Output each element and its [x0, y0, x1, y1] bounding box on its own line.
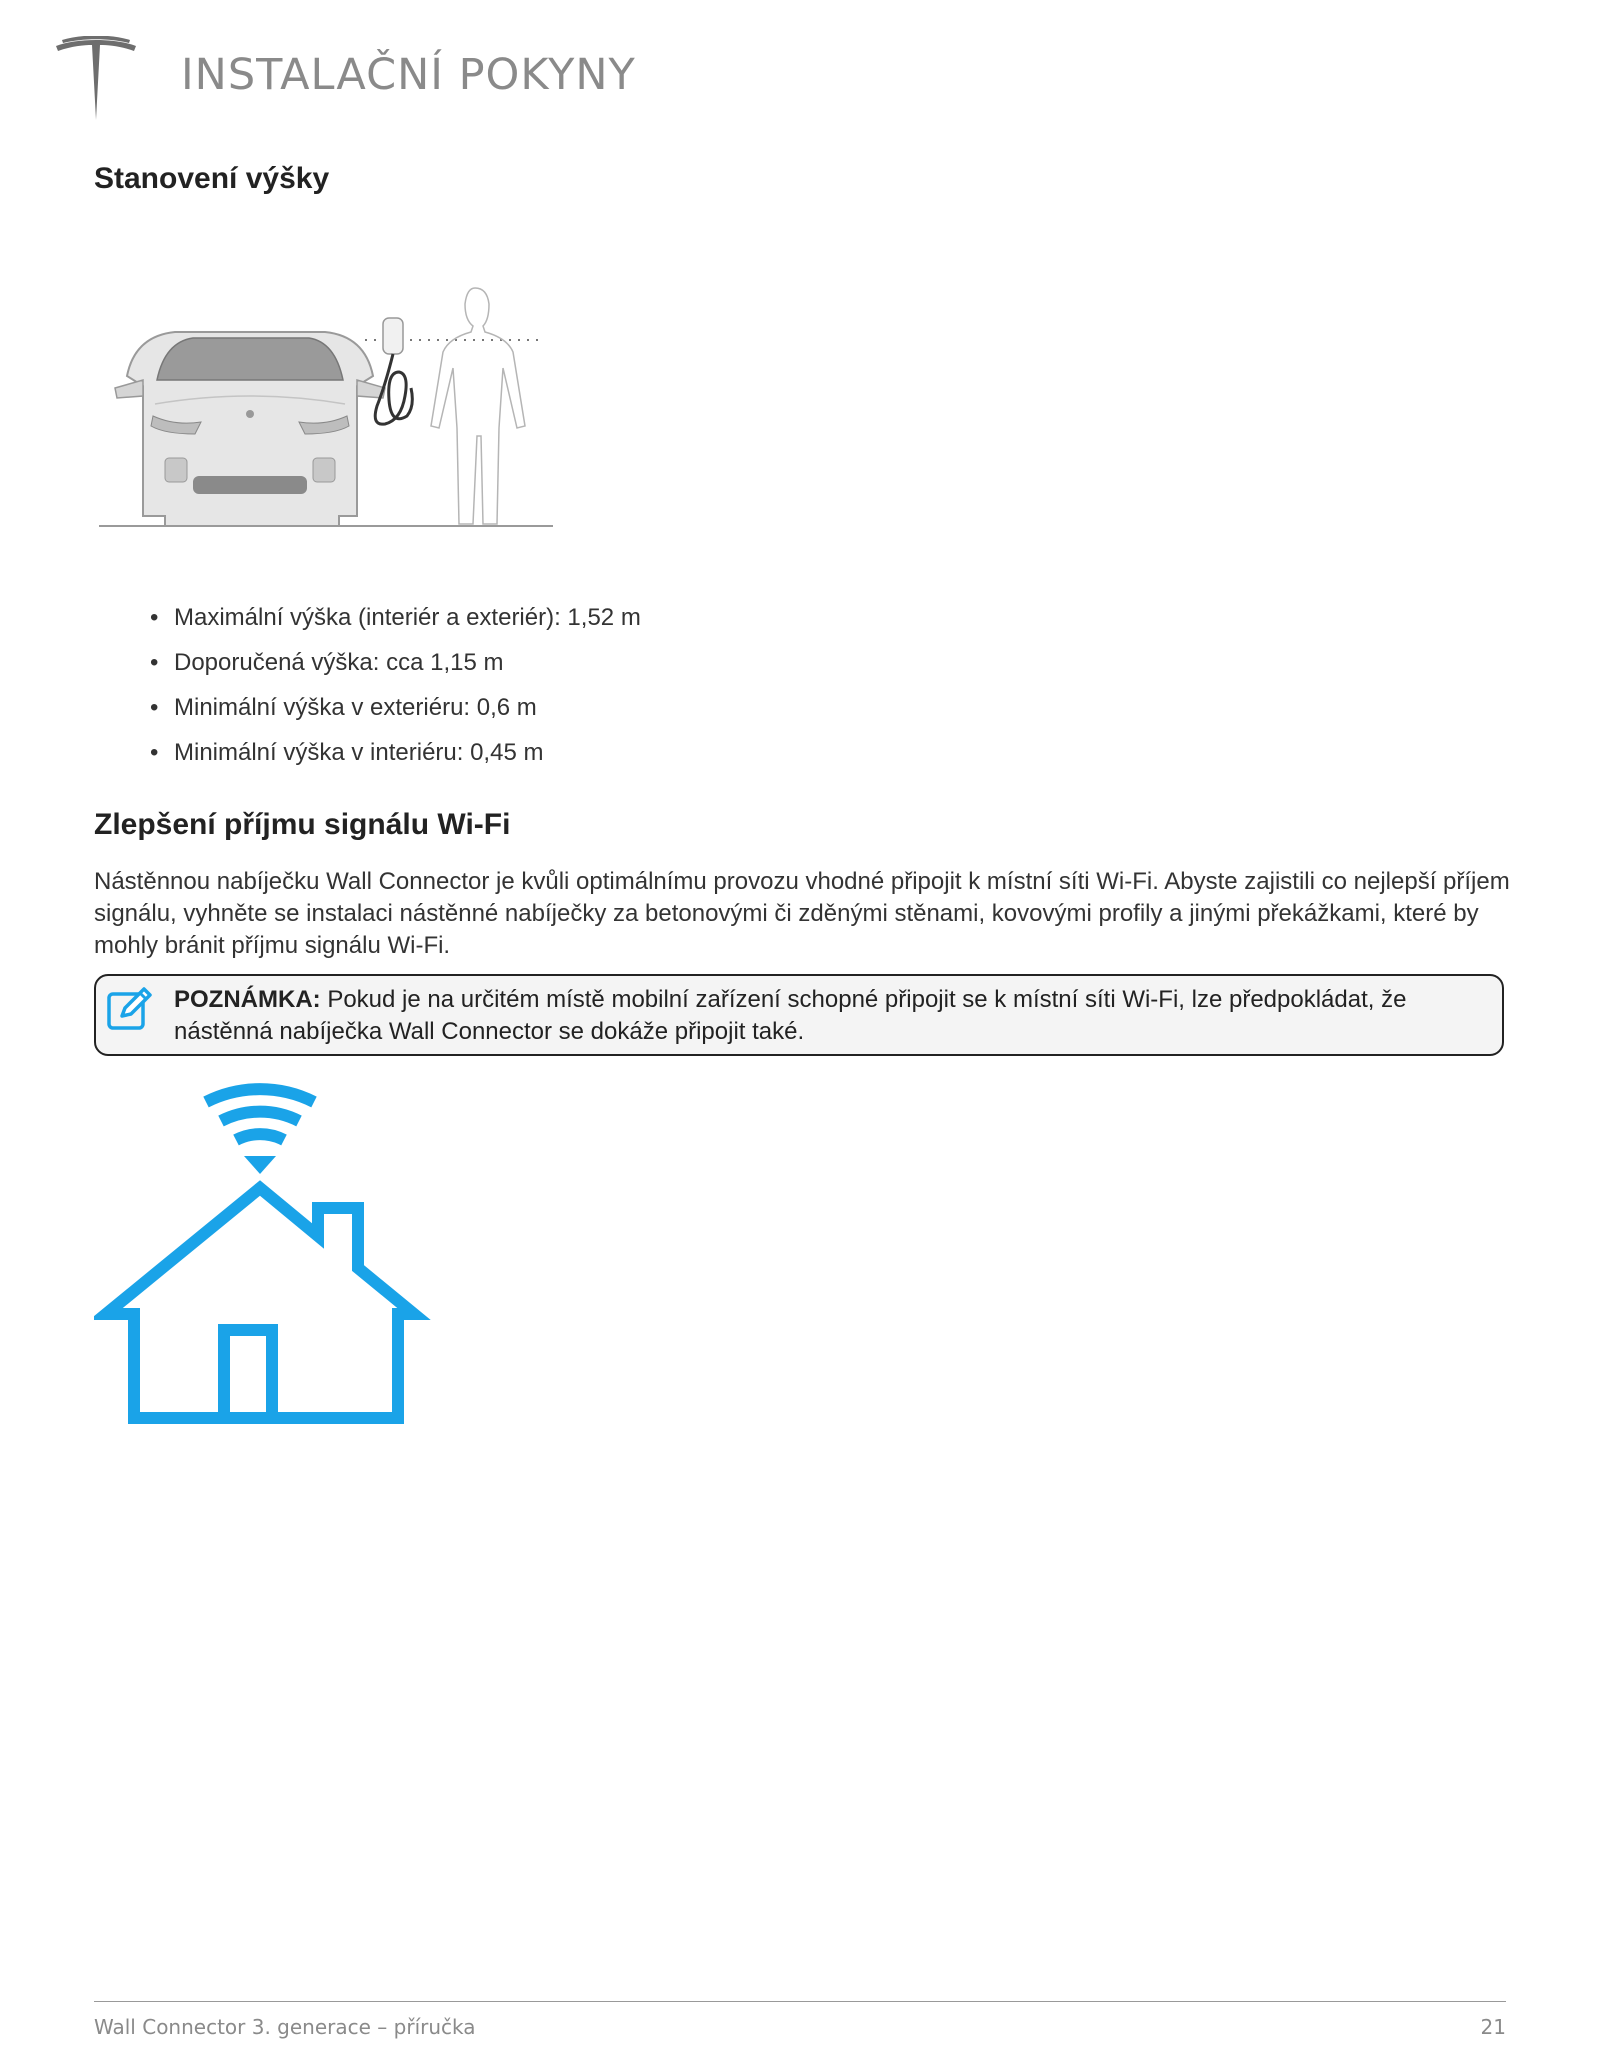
list-item: • Doporučená výška: cca 1,15 m	[150, 649, 504, 676]
list-item: • Maximální výška (interiér a exteriér): 1,52 m	[150, 604, 641, 631]
list-item-text: Doporučená výška: cca 1,15 m	[174, 649, 504, 676]
list-item: • Minimální výška v exteriéru: 0,6 m	[150, 694, 537, 721]
section-heading-height: Stanovení výšky	[94, 162, 330, 195]
footer-title: Wall Connector 3. generace – příručka	[94, 2015, 476, 2039]
list-item: • Minimální výška v interiéru: 0,45 m	[150, 739, 544, 766]
list-item-text: Minimální výška v exteriéru: 0,6 m	[174, 694, 537, 721]
note-pencil-icon	[106, 986, 154, 1032]
section-heading-wifi: Zlepšení příjmu signálu Wi-Fi	[94, 808, 511, 841]
footer-divider	[94, 2001, 1506, 2002]
list-item-text: Minimální výška v interiéru: 0,45 m	[174, 739, 544, 766]
car-charger-person-illustration	[95, 276, 555, 534]
page-number: 21	[1480, 2015, 1506, 2039]
note-callout	[94, 974, 1504, 1056]
house-wifi-icon	[94, 1078, 448, 1430]
page-header-title: INSTALAČNÍ POKYNY	[181, 50, 636, 100]
wifi-paragraph: Nástěnnou nabíječku Wall Connector je kvůli optimálnímu provozu vhodné připojit k místní síti Wi-Fi. Abyste zajistili co nejlepší příjem signálu, vyhněte se instalaci nástěnné nabíječky za betonovými či zděnými stěnami, kovovými profily a jinými překážkami, které by mohly bránit příjmu signálu Wi-Fi.	[94, 868, 1510, 959]
note-body: Pokud je na určitém místě mobilní zařízení schopné připojit se k místní síti Wi-Fi, lze předpokládat, že nástěnná nabíječka Wall Connector se dokáže připojit také.	[174, 986, 1407, 1045]
list-item-text: Maximální výška (interiér a exteriér): 1,52 m	[174, 604, 641, 631]
tesla-logo-icon	[54, 36, 138, 120]
height-spec-list	[150, 595, 641, 775]
note-label: POZNÁMKA:	[174, 986, 321, 1013]
